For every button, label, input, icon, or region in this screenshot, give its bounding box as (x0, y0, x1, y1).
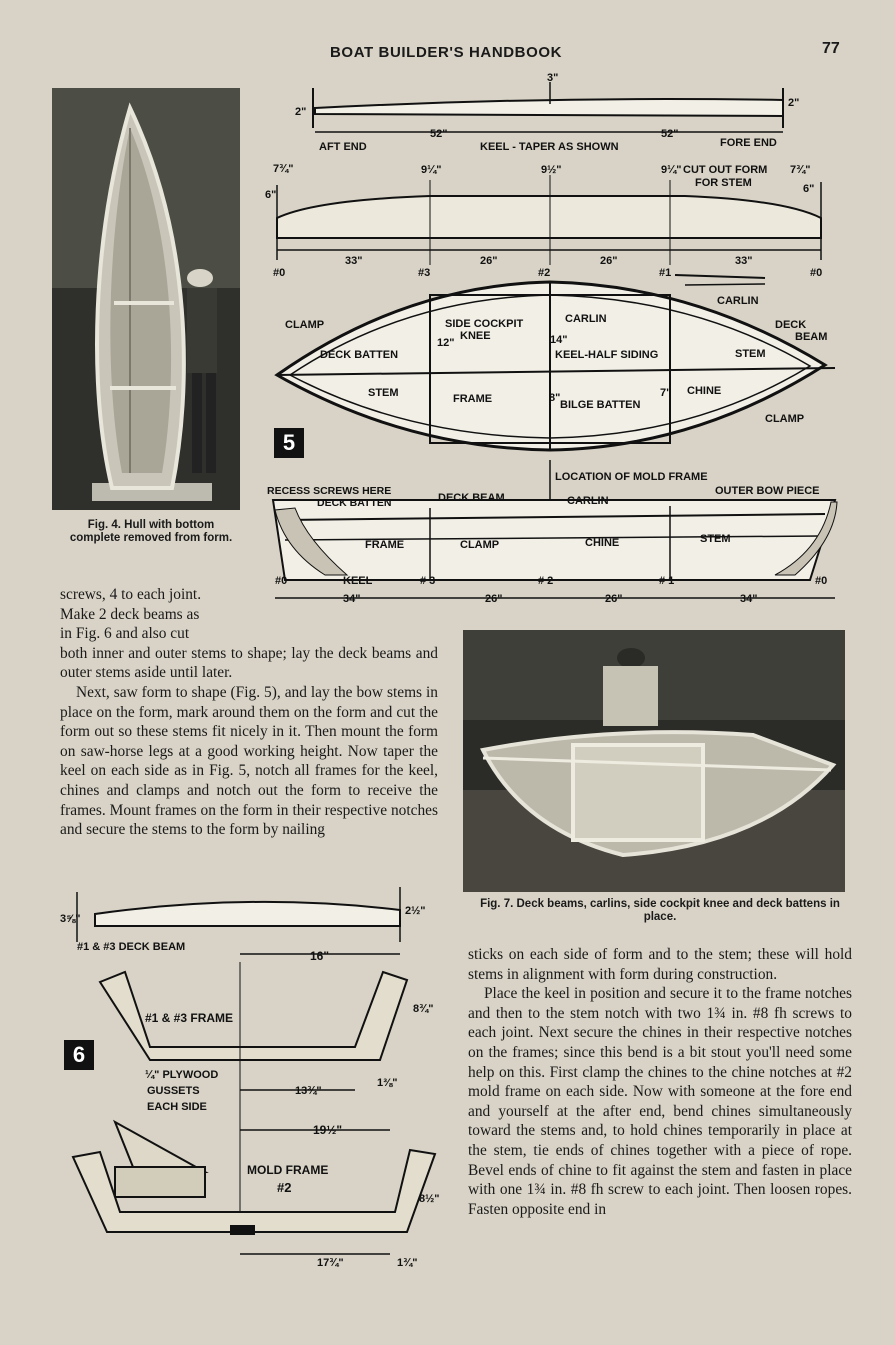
form-h3: 9¼" (421, 164, 442, 176)
fig4-caption (62, 519, 240, 545)
plan-carlin: CARLIN (565, 313, 607, 325)
side-station2: # 2 (538, 575, 554, 587)
mold-width: 17¾" (317, 1257, 344, 1269)
form-h0: 7¾" (273, 163, 294, 175)
plan-dim-8: 8" (549, 392, 561, 404)
side-station0f: #0 (815, 575, 828, 587)
left-column-text (60, 585, 438, 840)
plan-side-knee: SIDE COCKPIT (445, 318, 524, 330)
form-span4: 33" (735, 255, 753, 267)
plan-carlin-detail: CARLIN (717, 295, 759, 307)
side-loc: LOCATION OF MOLD FRAME (555, 471, 708, 483)
fig4-caption-label: Fig. 4. (87, 519, 121, 531)
fig6-drawing (55, 882, 455, 1282)
keel-len-left: 52" (430, 128, 448, 140)
form-h0f: 7¾" (790, 164, 811, 176)
keel-diagram (295, 72, 799, 153)
form-station0f: #0 (810, 267, 823, 279)
right-column-text (468, 945, 852, 1219)
mold-height: 8½" (419, 1193, 440, 1205)
form-span1: 33" (345, 255, 363, 267)
keel-right-dim: 2" (788, 97, 800, 109)
keel-left-dim: 2" (295, 106, 307, 118)
side-span3: 26" (605, 593, 623, 605)
short-line-1: screws, 4 to each joint. (60, 586, 202, 603)
form-station2: #2 (538, 267, 551, 279)
side-span4: 34" (740, 593, 758, 605)
plan-frame: FRAME (453, 393, 493, 405)
running-header: BOAT BUILDER'S HANDBOOK (330, 44, 563, 61)
frame-thickness: 1⅜" (377, 1077, 398, 1089)
plan-deck-batten: DECK BATTEN (320, 349, 399, 361)
form-h0b: 6" (265, 189, 277, 201)
keel-fore-label: FORE END (720, 137, 777, 149)
beam-length: 16" (310, 949, 330, 963)
side-recess: RECESS SCREWS HERE (267, 485, 392, 497)
plan-view (277, 275, 835, 450)
fig4-caption-text: Hull with bottom complete removed from form. (69, 519, 233, 544)
form-span2: 26" (480, 255, 498, 267)
form-cutout: CUT OUT FORM (683, 164, 768, 176)
form-h0fb: 6" (803, 183, 815, 195)
form-station3: #3 (418, 267, 431, 279)
mold-top-dim: 19½" (313, 1123, 343, 1137)
plan-dim-14: 14" (550, 334, 568, 346)
side-frame: FRAME (365, 539, 405, 551)
form-span3: 26" (600, 255, 618, 267)
plan-stem: STEM (735, 348, 766, 360)
plan-clamp2: CLAMP (765, 413, 805, 425)
plan-dim-7: 7" (660, 387, 672, 399)
mold-thickness: 1¾" (397, 1257, 418, 1269)
keel-aft-label: AFT END (319, 141, 367, 153)
plan-side-knee2: KNEE (460, 330, 491, 342)
each-side-label: EACH SIDE (147, 1101, 207, 1113)
paragraph-2: Next, saw form to shape (Fig. 5), and lay the bow stems in place on the form, mark around them on the form and cut the form out so these stems fit nicely in it. Then mount the form on saw-horse legs at a good working height. Now taper the keel on each side as in Fig. 5, notch all frames for the keel, chines and clamps and notch out the form to receive the frames. Mount frames on the form in their respective notches and secure the stems to the form by nailing (60, 683, 438, 839)
fig7-caption-label: Fig. 7. (480, 898, 514, 910)
plywood-label: ¼" PLYWOOD (145, 1069, 219, 1081)
plan-keel-half: KEEL-HALF SIDING (555, 349, 659, 361)
paragraph-1-rest: both inner and outer stems to shape; lay the deck beams and outer stems aside until later. (60, 644, 438, 682)
form-h2: 9½" (541, 164, 562, 176)
form-cutout2: FOR STEM (695, 177, 752, 189)
fig4-photo (52, 88, 240, 510)
side-outer-bow: OUTER BOW PIECE (715, 485, 820, 497)
side-deck-batten: DECK BATTEN (317, 497, 392, 509)
fig7-caption (475, 898, 845, 924)
keel-top-dim: 3" (547, 72, 559, 84)
side-keel: KEEL (343, 575, 373, 587)
form-station1: #1 (659, 267, 672, 279)
keel-len-right: 52" (661, 128, 679, 140)
side-station0: #0 (275, 575, 288, 587)
side-carlin: CARLIN (567, 495, 609, 507)
side-deck-beam: DECK BEAM (438, 492, 505, 504)
gussets-label: GUSSETS (147, 1085, 200, 1097)
side-stem: STEM (700, 533, 731, 545)
side-station1: # 1 (659, 575, 675, 587)
page-number: 77 (822, 40, 840, 57)
short-line-2: Make 2 deck beams as (60, 605, 200, 623)
side-chine: CHINE (585, 537, 620, 549)
plan-clamp: CLAMP (285, 319, 325, 331)
short-line-3: in Fig. 6 and also cut (60, 625, 190, 643)
keel-title: KEEL - TAPER AS SHOWN (480, 141, 619, 153)
plan-deck-beam2: BEAM (795, 331, 828, 343)
deck-frame-photo (463, 630, 845, 892)
mold-number: #2 (277, 1180, 292, 1195)
fig5-badge: 5 (274, 428, 304, 458)
fig6-badge: 6 (64, 1040, 94, 1070)
form-h1: 9¼" (661, 164, 682, 176)
paragraph-right-1: sticks on each side of form and to the stem; these will hold stems in alignment with form during construction. (468, 946, 852, 983)
form-diagram (265, 163, 822, 279)
plan-chine: CHINE (687, 385, 722, 397)
mold-frame-diagram (73, 1122, 440, 1269)
frame-height: 8¾" (413, 1003, 434, 1015)
plan-stem2: STEM (368, 387, 399, 399)
side-view (267, 460, 837, 605)
fig7-caption-text: Deck beams, carlins, side cockpit knee and deck battens in place. (516, 898, 840, 923)
fig5-drawing (255, 70, 855, 610)
deck-beam-diagram (60, 887, 426, 963)
hull-upright-photo (52, 88, 240, 510)
frame-width: 13¾" (295, 1085, 322, 1097)
side-station3: # 3 (420, 575, 436, 587)
fig7-photo (463, 630, 845, 892)
side-clamp: CLAMP (460, 539, 500, 551)
beam-label: #1 & #3 DECK BEAM (77, 941, 186, 953)
side-span2: 26" (485, 593, 503, 605)
plan-deck-beam: DECK (775, 319, 807, 331)
plan-bilge: BILGE BATTEN (560, 399, 641, 411)
side-span1: 34" (343, 593, 361, 605)
paragraph-right-2: Place the keel in position and secure it to the frame notches and then to the stem notch with two 1¾ in. #8 fh screws to each joint. Next secure the chines in their respective notches on the frames; since this bend is a bit stout you'll need some help on this. First clamp the chines to the chine notches at #2 mold frame on each side. Now with someone at the fore end and yourself at the after end, bend chines simultaneously toward the stems and, to hold chines temporarily in place at the stem, tie ends of chines together with a piece of rope. Bevel ends of chine to fit against the stem and fasten in place with one 1¾ in. #8 fh screw to each joint. Then loosen ropes. Fasten opposite end in (468, 985, 852, 1218)
frame-label: #1 & #3 FRAME (145, 1011, 234, 1025)
mold-label: MOLD FRAME (247, 1163, 329, 1177)
plan-dim-12: 12" (437, 337, 455, 349)
form-station0: #0 (273, 267, 286, 279)
beam-right-dim: 2½" (405, 905, 426, 917)
beam-left-dim: 3⅝" (60, 913, 81, 925)
